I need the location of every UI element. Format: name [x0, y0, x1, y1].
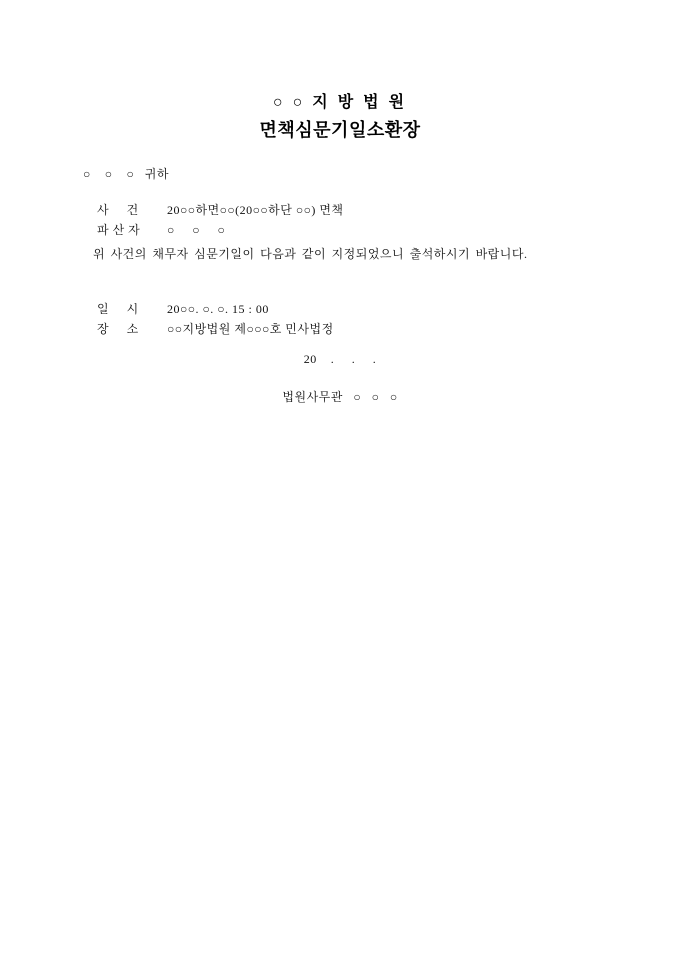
court-name-title: ○ ○ 지 방 법 원: [272, 94, 408, 111]
case-label: 사 건: [97, 203, 139, 217]
document-title: 면책심문기일소환장: [259, 120, 421, 140]
place-label: 장 소: [97, 322, 139, 336]
debtor-name-value: ○ ○ ○: [167, 223, 226, 237]
issue-date-line: 20 . . .: [303, 352, 377, 366]
place-row: [83, 308, 334, 350]
place-value: ○○지방법원 제○○○호 민사법정: [167, 322, 334, 336]
recipient-line: ○ ○ ○ 귀하: [83, 167, 169, 181]
debtor-row: [83, 209, 225, 251]
notice-paragraph: 위 사건의 채무자 심문기일이 다음과 같이 지정되었으니 출석하시기 바랍니다.: [93, 247, 528, 261]
datetime-label: 일 시: [97, 302, 139, 316]
datetime-value: 20○○. ○. ○. 15 : 00: [167, 302, 269, 316]
case-number-value: 20○○하면○○(20○○하단 ○○) 면책: [167, 203, 344, 217]
clerk-signature-line: 법원사무관 ○ ○ ○: [282, 390, 398, 404]
debtor-label: 파 산 자: [97, 223, 141, 237]
